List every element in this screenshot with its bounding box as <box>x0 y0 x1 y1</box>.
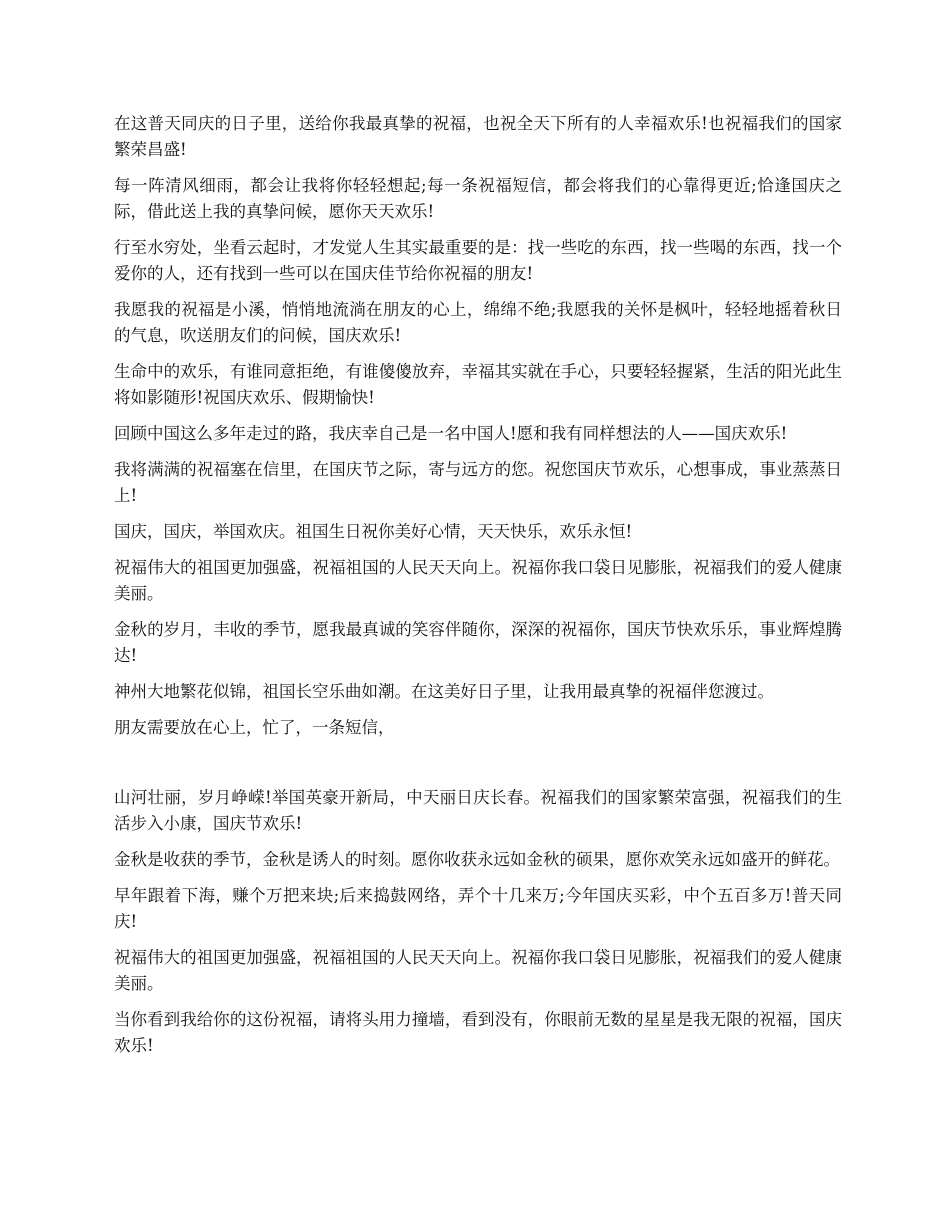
paragraph: 回顾中国这么多年走过的路，我庆幸自己是一名中国人!愿和我有同样想法的人——国庆欢乐! <box>114 424 788 443</box>
paragraph: 我愿我的祝福是小溪，悄悄地流淌在朋友的心上，绵绵不绝;我愿我的关怀是枫叶，轻轻地摇着秋日的气息，吹送朋友们的问候，国庆欢乐! <box>114 300 842 345</box>
paragraph: 生命中的欢乐，有谁同意拒绝，有谁傻傻放弃，幸福其实就在手心，只要轻轻握紧，生活的阳光此生将如影随形!祝国庆欢乐、假期愉快! <box>114 362 842 407</box>
paragraph: 每一阵清风细雨，都会让我将你轻轻想起;每一条祝福短信，都会将我们的心靠得更近;恰逢国庆之际，借此送上我的真挚问候，愿你天天欢乐! <box>114 176 842 221</box>
paragraph: 金秋的岁月，丰收的季节，愿我最真诚的笑容伴随你，深深的祝福你，国庆节快欢乐乐，事业辉煌腾达! <box>114 620 842 665</box>
paragraph: 行至水穷处，坐看云起时，才发觉人生其实最重要的是：找一些吃的东西，找一些喝的东西，找一个爱你的人，还有找到一些可以在国庆佳节给你祝福的朋友! <box>114 238 842 283</box>
paragraph: 我将满满的祝福塞在信里，在国庆节之际，寄与远方的您。祝您国庆节欢乐，心想事成，事业蒸蒸日上! <box>114 460 842 505</box>
paragraph: 朋友需要放在心上，忙了，一条短信， <box>114 718 395 737</box>
paragraph-group-one <box>114 111 842 741</box>
paragraph: 国庆，国庆，举国欢庆。祖国生日祝你美好心情，天天快乐，欢乐永恒! <box>114 522 633 541</box>
paragraph: 神州大地繁花似锦，祖国长空乐曲如潮。在这美好日子里，让我用最真挚的祝福伴您渡过。 <box>114 682 774 701</box>
paragraph: 当你看到我给你的这份祝福，请将头用力撞墙，看到没有，你眼前无数的星星是我无限的祝福，国庆欢乐! <box>114 1010 842 1055</box>
paragraph-group-two <box>114 785 842 1059</box>
paragraph: 祝福伟大的祖国更加强盛，祝福祖国的人民天天向上。祝福你我口袋日见膨胀，祝福我们的爱人健康美丽。 <box>114 558 842 603</box>
paragraph: 祝福伟大的祖国更加强盛，祝福祖国的人民天天向上。祝福你我口袋日见膨胀，祝福我们的爱人健康美丽。 <box>114 948 842 993</box>
paragraph: 山河壮丽，岁月峥嵘!举国英豪开新局，中天丽日庆长春。祝福我们的国家繁荣富强，祝福我们的生活步入小康，国庆节欢乐! <box>114 788 842 833</box>
paragraph: 金秋是收获的季节，金秋是诱人的时刻。愿你收获永远如金秋的硕果，愿你欢笑永远如盛开的鲜花。 <box>114 850 840 869</box>
document-body <box>114 111 842 1069</box>
paragraph: 早年跟着下海，赚个万把来块;后来捣鼓网络，弄个十几来万;今年国庆买彩，中个五百多万!普天同庆! <box>114 886 842 931</box>
paragraph: 在这普天同庆的日子里，送给你我最真挚的祝福，也祝全天下所有的人幸福欢乐!也祝福我们的国家繁荣昌盛! <box>114 114 842 159</box>
